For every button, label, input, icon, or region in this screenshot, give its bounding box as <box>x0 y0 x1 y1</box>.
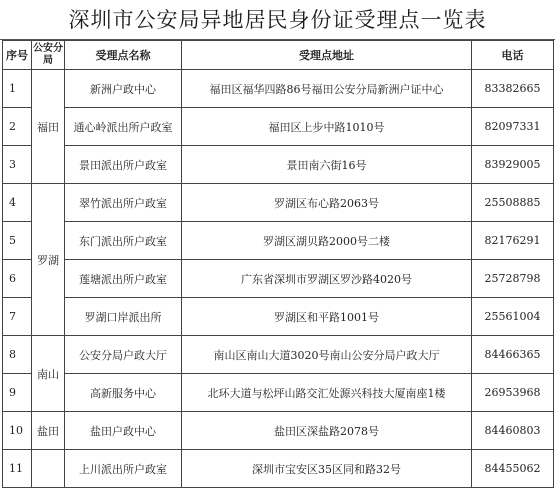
header-address: 受理点地址 <box>182 41 472 70</box>
row-index: 8 <box>3 336 32 374</box>
office-phone: 83382665 <box>472 70 554 108</box>
district-cell: 罗湖 <box>32 184 65 336</box>
office-phone: 84466365 <box>472 336 554 374</box>
table-row <box>3 146 554 184</box>
office-phone: 82097331 <box>472 108 554 146</box>
office-phone: 26953968 <box>472 374 554 412</box>
district-cell: 福田 <box>32 70 65 184</box>
office-name: 罗湖口岸派出所 <box>65 298 182 336</box>
office-address: 南山区南山大道3020号南山公安分局户政大厅 <box>182 336 472 374</box>
page-title: 深圳市公安局异地居民身份证受理点一览表 <box>0 0 555 40</box>
office-name: 莲塘派出所户政室 <box>65 260 182 298</box>
header-office: 受理点名称 <box>65 41 182 70</box>
office-name: 新洲户政中心 <box>65 70 182 108</box>
office-phone: 84455062 <box>472 450 554 488</box>
office-address: 北环大道与松坪山路交汇处源兴科技大厦南座1楼 <box>182 374 472 412</box>
office-phone: 25561004 <box>472 298 554 336</box>
office-name: 景田派出所户政室 <box>65 146 182 184</box>
table-row <box>3 184 554 222</box>
row-index: 11 <box>3 450 32 488</box>
office-name: 翠竹派出所户政室 <box>65 184 182 222</box>
office-address: 福田区上步中路1010号 <box>182 108 472 146</box>
row-index: 3 <box>3 146 32 184</box>
office-address: 深圳市宝安区35区同和路32号 <box>182 450 472 488</box>
table-header-row <box>3 41 554 70</box>
office-phone: 83929005 <box>472 146 554 184</box>
office-name: 东门派出所户政室 <box>65 222 182 260</box>
table-row <box>3 298 554 336</box>
table-row <box>3 108 554 146</box>
office-address: 盐田区深盐路2078号 <box>182 412 472 450</box>
table-row <box>3 374 554 412</box>
row-index: 9 <box>3 374 32 412</box>
header-index: 序号 <box>3 41 32 70</box>
row-index: 6 <box>3 260 32 298</box>
row-index: 5 <box>3 222 32 260</box>
office-name: 盐田户政中心 <box>65 412 182 450</box>
office-address: 福田区福华四路86号福田公安分局新洲户证中心 <box>182 70 472 108</box>
table-row <box>3 336 554 374</box>
office-phone: 84460803 <box>472 412 554 450</box>
office-phone: 25728798 <box>472 260 554 298</box>
office-name: 通心岭派出所户政室 <box>65 108 182 146</box>
office-name: 公安分局户政大厅 <box>65 336 182 374</box>
office-phone: 82176291 <box>472 222 554 260</box>
row-index: 10 <box>3 412 32 450</box>
district-cell: 盐田 <box>32 412 65 450</box>
district-cell-empty <box>32 450 65 488</box>
office-address: 罗湖区和平路1001号 <box>182 298 472 336</box>
table-row <box>3 70 554 108</box>
table-row <box>3 450 554 488</box>
row-index: 7 <box>3 298 32 336</box>
header-phone: 电话 <box>472 41 554 70</box>
office-address: 广东省深圳市罗湖区罗沙路4020号 <box>182 260 472 298</box>
office-address: 景田南六街16号 <box>182 146 472 184</box>
table-row <box>3 260 554 298</box>
district-cell: 南山 <box>32 336 65 412</box>
office-name: 上川派出所户政室 <box>65 450 182 488</box>
office-name: 高新服务中心 <box>65 374 182 412</box>
table-row <box>3 222 554 260</box>
office-address: 罗湖区布心路2063号 <box>182 184 472 222</box>
office-address: 罗湖区湖贝路2000号二楼 <box>182 222 472 260</box>
row-index: 2 <box>3 108 32 146</box>
header-district: 公安分局 <box>32 41 65 70</box>
row-index: 1 <box>3 70 32 108</box>
table-row <box>3 412 554 450</box>
office-phone: 25508885 <box>472 184 554 222</box>
office-table <box>2 40 554 488</box>
row-index: 4 <box>3 184 32 222</box>
